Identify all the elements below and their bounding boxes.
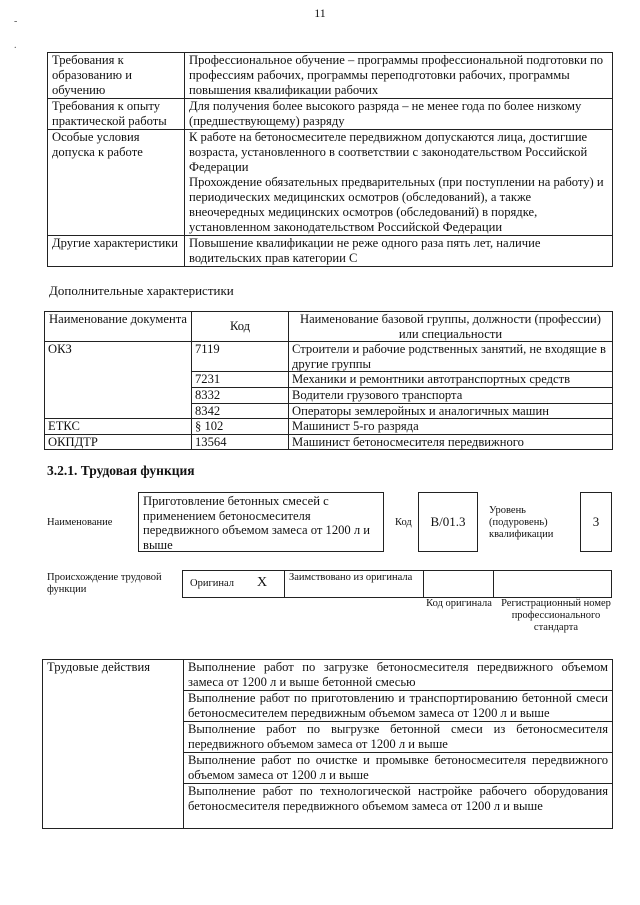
table-row bbox=[48, 99, 613, 130]
row-value-paragraph: К работе на бетоносмесителе передвижном допускаются лица, достигшие возраста, установленного в соответствии с законодательством Российской Федерации bbox=[189, 130, 588, 174]
row-value: Для получения более высокого разряда – не менее года по более низкому (предшествующему) разряду bbox=[185, 99, 613, 130]
row-value bbox=[185, 130, 613, 236]
col-header: Наименование документа bbox=[45, 312, 192, 342]
function-name-box: Приготовление бетонных смесей с применением бетоносмесителя передвижного объемом замеса от 1200 л и выше bbox=[138, 492, 384, 552]
name-cell: Операторы землеройных и аналогичных машин bbox=[289, 403, 613, 419]
row-value: Повышение квалификации не реже одного раза пять лет, наличие водительских прав категории С bbox=[185, 236, 613, 267]
additional-table bbox=[44, 311, 613, 450]
code-cell: 13564 bbox=[192, 434, 289, 450]
table-row bbox=[45, 434, 613, 450]
name-cell: Машинист 5-го разряда bbox=[289, 419, 613, 435]
action-item: Выполнение работ по выгрузке бетонной смеси из бетоносмесителя передвижного объемом замеса от 1200 л и выше bbox=[184, 722, 613, 753]
original-label: Оригинал bbox=[190, 578, 234, 589]
row-value-paragraph: Прохождение обязательных предварительных (при поступлении на работу) и периодических медицинских осмотров (обследований), а также внеочередных медицинских осмотров (обследований) в порядке, установленном законодательством Российской Федерации bbox=[189, 175, 604, 234]
name-label: Наименование bbox=[47, 517, 113, 528]
row-label: Особые условия допуска к работе bbox=[48, 130, 185, 236]
doc-cell: ОКПДТР bbox=[45, 434, 192, 450]
divider bbox=[493, 571, 494, 597]
action-item: Выполнение работ по приготовлению и транспортированию бетонной смеси бетоносмесителем передвижным объемом замеса от 1200 л и выше bbox=[184, 691, 613, 722]
row-label: Требования к образованию и обучению bbox=[48, 53, 185, 99]
code-cell: 8332 bbox=[192, 387, 289, 403]
table-row bbox=[48, 130, 613, 236]
table-row bbox=[45, 342, 613, 372]
table-header-row bbox=[45, 312, 613, 342]
name-cell: Механики и ремонтники автотранспортных средств bbox=[289, 372, 613, 388]
action-item: Выполнение работ по очистке и промывке бетоносмесителя передвижного объемом замеса от 1200 л и выше bbox=[184, 753, 613, 784]
doc-cell: ЕТКС bbox=[45, 419, 192, 435]
reg-number-caption: Регистрационный номер профессионального стандарта bbox=[501, 598, 611, 633]
action-item: Выполнение работ по загрузке бетоносмесителя передвижного объемом замеса от 1200 л и выше бетонной смесью bbox=[184, 660, 613, 691]
scan-mark: . bbox=[14, 40, 17, 51]
original-mark: X bbox=[257, 575, 268, 590]
row-value: Профессиональное обучение – программы профессиональной подготовки по профессиям рабочих, программы переподготовки рабочих, программы повышения квалификации рабочих bbox=[185, 53, 613, 99]
code-cell: § 102 bbox=[192, 419, 289, 435]
divider bbox=[423, 571, 424, 597]
table-row bbox=[48, 53, 613, 99]
doc-cell: ОКЗ bbox=[45, 342, 192, 419]
code-cell: 8342 bbox=[192, 403, 289, 419]
code-cell: 7119 bbox=[192, 342, 289, 372]
origin-label: Происхождение трудовой функции bbox=[47, 572, 162, 595]
col-header: Наименование базовой группы, должности (профессии) или специальности bbox=[289, 312, 613, 342]
section-title: 3.2.1. Трудовая функция bbox=[47, 463, 195, 478]
origin-row bbox=[182, 570, 612, 598]
level-label: Уровень (подуровень) квалификации bbox=[489, 505, 554, 540]
table-row bbox=[48, 236, 613, 267]
code-label: Код bbox=[395, 517, 412, 528]
actions-table bbox=[42, 659, 613, 829]
page-number: 11 bbox=[314, 6, 326, 20]
code-original-caption: Код оригинала bbox=[426, 598, 492, 609]
function-code-box: B/01.3 bbox=[418, 492, 478, 552]
divider bbox=[284, 571, 285, 597]
borrowed-label: Заимствовано из оригинала bbox=[289, 572, 413, 583]
action-item: Выполнение работ по технологической настройке рабочего оборудования бетоносмесителя передвижного объемом замеса от 1200 л и выше bbox=[184, 784, 613, 829]
additional-title: Дополнительные характеристики bbox=[49, 283, 234, 298]
level-box: 3 bbox=[580, 492, 612, 552]
name-cell: Машинист бетоносмесителя передвижного bbox=[289, 434, 613, 450]
requirements-table bbox=[47, 52, 613, 267]
actions-label: Трудовые действия bbox=[43, 660, 184, 829]
scan-mark: - bbox=[14, 16, 18, 27]
name-cell: Строители и рабочие родственных занятий, не входящие в другие группы bbox=[289, 342, 613, 372]
row-label: Требования к опыту практической работы bbox=[48, 99, 185, 130]
row-label: Другие характеристики bbox=[48, 236, 185, 267]
table-row bbox=[45, 419, 613, 435]
code-cell: 7231 bbox=[192, 372, 289, 388]
name-cell: Водители грузового транспорта bbox=[289, 387, 613, 403]
col-header: Код bbox=[192, 312, 289, 342]
table-row bbox=[43, 660, 613, 691]
